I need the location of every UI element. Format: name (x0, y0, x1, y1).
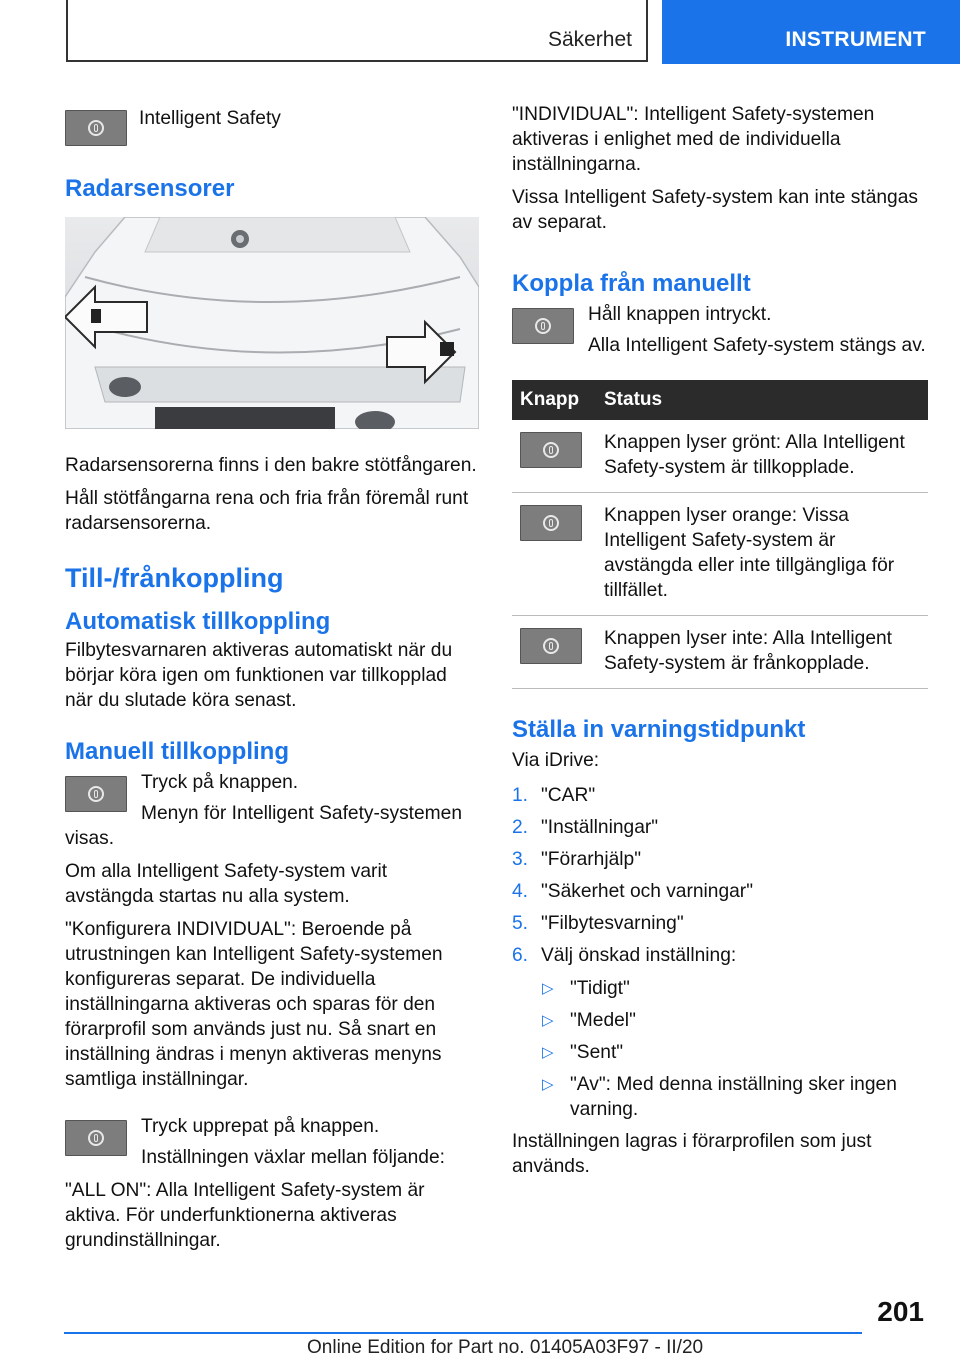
triangle-bullet-icon: ▷ (542, 980, 554, 997)
section-tab[interactable] (66, 0, 648, 62)
triangle-bullet-icon: ▷ (542, 1012, 554, 1029)
intelligent-safety-button-icon (65, 110, 127, 146)
radar-heading: Radarsensorer (65, 175, 235, 202)
toggle-heading: Till-/frånkoppling (65, 563, 284, 593)
manual-step: Tryck på knappen. (141, 772, 299, 793)
list-item: 5. "Filbytesvarning" (512, 913, 684, 934)
list-item: 3. "Förarhjälp" (512, 849, 642, 870)
status-cell: Knappen lyser orange: Vissa Intelligent Safety-system är avstängda eller inte tillgängliga för tillfället. (596, 493, 928, 616)
page-number: 201 (877, 1296, 924, 1327)
list-item: ▷ "Tidigt" (542, 978, 630, 999)
left-column (65, 100, 479, 1253)
table-row (512, 616, 928, 689)
list-item: ▷ "Av": Med denna inställning sker ingen varning. (542, 1074, 897, 1120)
footer-divider (64, 1332, 862, 1334)
radar-clean-text: Håll stötfångarna rena och fria från föremål runt radarsensorerna. (65, 488, 469, 534)
table-header-row (512, 380, 928, 420)
triangle-bullet-icon: ▷ (542, 1076, 554, 1093)
button-green-icon (520, 432, 582, 468)
col-button-header: Knapp (512, 380, 596, 420)
configure-individual-text: "Konfigurera INDIVIDUAL": Beroende på utrustningen kan Intelligent Safety-systemen konfigureras separat. De individuella inställningarna aktiveras och sparas för den förarprofil som används just nu. Så snart en inställning ändras i menyn aktiveras menyns samtliga inställningar. (65, 919, 443, 1090)
chapter-tab[interactable] (662, 0, 960, 64)
list-item: ▷ "Sent" (542, 1042, 624, 1063)
options-list (512, 976, 928, 1122)
off-result: Alla Intelligent Safety-system stängs av. (588, 335, 926, 356)
table-row (512, 420, 928, 493)
right-column (512, 102, 928, 1179)
off-block (512, 302, 928, 358)
via-idrive-text: Via iDrive: (512, 750, 600, 771)
intelligent-safety-button-icon (65, 776, 127, 812)
intelligent-safety-button-icon (65, 1120, 127, 1156)
status-cell: Knappen lyser inte: Alla Intelligent Safety-system är frånkopplade. (596, 616, 928, 689)
footer-edition: Online Edition for Part no. 01405A03F97 - II/20 (307, 1337, 704, 1358)
manual-heading: Manuell tillkoppling (65, 738, 289, 765)
status-cell: Knappen lyser grönt: Alla Intelligent Safety-system är tillkopplade. (596, 420, 928, 493)
list-item: 4. "Säkerhet och varningar" (512, 881, 754, 902)
list-item: 1. "CAR" (512, 785, 596, 806)
intelligent-safety-button-icon (512, 308, 574, 344)
intro-row (65, 100, 479, 150)
warn-heading: Ställa in varningstidpunkt (512, 716, 806, 743)
off-heading: Koppla från manuellt (512, 270, 751, 297)
list-item: ▷ "Medel" (542, 1010, 636, 1031)
section-title: Säkerhet (547, 28, 632, 51)
repeat-toggle-text: Inställningen växlar mellan följande: (141, 1147, 445, 1168)
list-item: 2. "Inställningar" (512, 817, 659, 838)
manual-block (65, 770, 479, 851)
manual-all-text: Om alla Intelligent Safety-system varit avstängda startas nu alla system. (65, 861, 388, 907)
repeat-step: Tryck upprepat på knappen. (141, 1116, 380, 1137)
all-on-text: "ALL ON": Alla Intelligent Safety-system är aktiva. För underfunktionerna aktiveras grundinställningar. (65, 1180, 425, 1251)
auto-text: Filbytesvarnaren aktiveras automatiskt när du börjar köra igen om funktionen var tillkopplad när du slutade köra senast. (65, 640, 453, 711)
col-status-header: Status (596, 380, 928, 420)
button-off-icon (520, 628, 582, 664)
table-row (512, 493, 928, 616)
repeat-block (65, 1114, 479, 1170)
individual-text: "INDIVIDUAL": Intelligent Safety-systemen aktiveras i enlighet med de individuella inställningarna. (512, 104, 875, 175)
stored-text: Inställningen lagras i förarprofilen som just används. (512, 1131, 872, 1177)
some-systems-text: Vissa Intelligent Safety-system kan inte stängas av separat. (512, 187, 918, 233)
auto-heading: Automatisk tillkoppling (65, 608, 331, 635)
car-rear-illustration (65, 217, 479, 429)
off-step: Håll knappen intryckt. (588, 304, 772, 325)
page-header (0, 0, 960, 66)
button-orange-icon (520, 505, 582, 541)
rear-bumper-photo (65, 217, 479, 429)
status-table (512, 380, 928, 689)
steps-list (512, 783, 928, 968)
intro-label: Intelligent Safety (139, 108, 281, 129)
triangle-bullet-icon: ▷ (542, 1044, 554, 1061)
chapter-title: INSTRUMENT (785, 28, 926, 51)
radar-location-text: Radarsensorerna finns i den bakre stötfångaren. (65, 455, 477, 476)
list-item: 6. Välj önskad inställning: (512, 945, 737, 966)
manual-menu-text: Menyn för Intelligent Safety-systemen visas. (65, 803, 463, 849)
